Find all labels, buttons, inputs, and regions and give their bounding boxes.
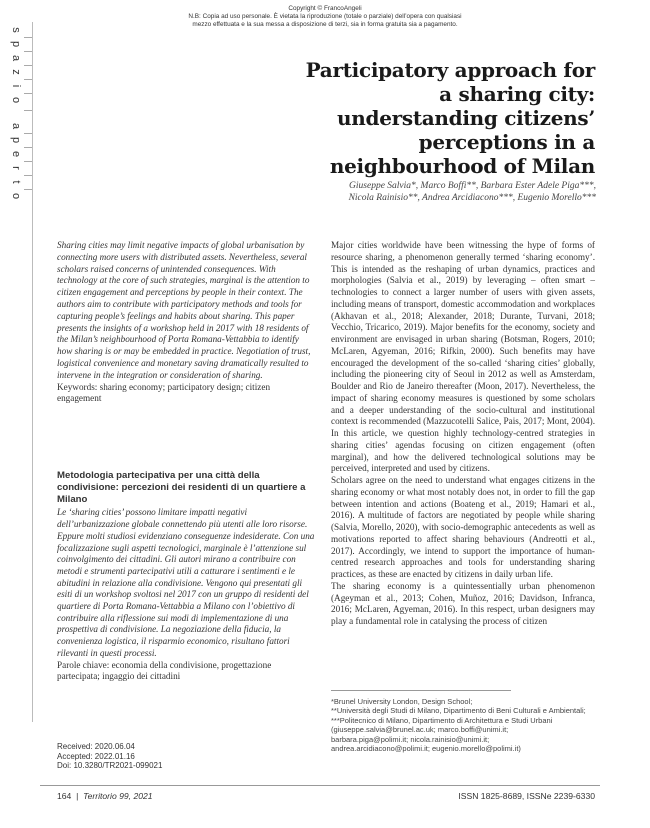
- footnote: ***Politecnico di Milano, Dipartimento di Architettura e Studi Urbani: [331, 715, 553, 725]
- side-rule: [32, 22, 33, 722]
- copyright-line-2: N.B: Copia ad uso personale. È vietata la riproduzione (totale o parziale) dell’opera con qualsiasi: [188, 13, 462, 20]
- accepted-date: Accepted: 2022.01.16: [57, 751, 135, 761]
- abstract-en-text: Sharing cities may limit negative impacts of global urbanisation by connecting more users with distributed assets. Nevertheless, several scholars raised concerns of unintended consequences. With technology at the core of such strategies, marginal is the attention to citizen engagement and perceptions by people in their context. The authors aim to contribute with participatory methods and tools for capturing people’s feelings and habits about sharing. This paper presents the insights of a workshop held in 2017 with 18 residents of the Milan’s neighbourhood of Porta Romana-Vettabbia to identify how sharing is or may be embedded in practice. Negotiation of trust, logistical convenience and monetary saving dramatically resulted to intervene in the integration or consideration of sharing.: [57, 240, 311, 380]
- footnote: barbara.piga@polimi.it; nicola.rainisio@unimi.it;: [331, 734, 490, 744]
- copyright-line-1: Copyright © FrancoAngeli: [288, 5, 362, 12]
- footnote: (giuseppe.salvia@brunel.ac.uk; marco.boffi@unimi.it;: [331, 725, 509, 735]
- side-letter: a: [10, 54, 22, 62]
- journal-name: Territorio 99, 2021: [83, 791, 153, 801]
- issn: ISSN 1825-8689, ISSNe 2239-6330: [458, 791, 595, 801]
- received-date: Received: 2020.06.04: [57, 742, 135, 751]
- footer-separator: |: [76, 791, 79, 801]
- body-text: [331, 240, 595, 628]
- body-paragraph: Major cities worldwide have been witnessing the hype of forms of resource sharing, a phenomenon generally termed ‘sharing economy’. This is intended as the reshaping of urban dynamics, practices and morphologies (Salvia et al., 2019) by leveraging – often smart – technologies to connect a larger number of users with given assets, including means of transport, domestic accommodation and workplaces (Akhavan et al., 2018; Alexander, 2018; Durante, Turvani, 2018; Vecchio, Tricarico, 2019). Major benefits for the economy, society and environment are envisaged in urban sharing (Botsman, Rogers, 2010; McLaren, Agyeman, 2016; Rifkin, 2000). Such benefits may have encouraged the development of the so-called ‘sharing cities’ globally, including the pioneering city of Seoul in 2012 as well as Amsterdam, Boulder and Rio de Janeiro thereafter (Moon, 2017). Nevertheless, the impact of sharing economy measures is questioned by some scholars and a deeper understanding of the socio-cultural and institutional context is recommended (Mazzucotelli Salice, Pais, 2017; Mont, 2004). In this article, we question highly technology-centred strategies in sharing cities’ agendas focusing on citizen engagement (often marginal), and how the delivered technological solutions may be perceived, interpreted and used by citizens.: [331, 240, 595, 474]
- side-letter: o: [10, 96, 22, 104]
- side-letter: s: [10, 27, 22, 33]
- doi: Doi: 10.3280/TR2021-099021: [57, 761, 163, 771]
- side-letter: p: [10, 136, 22, 144]
- body-paragraph: Scholars agree on the need to understand what engages citizens in the sharing economy or what most notably does not, in order to fill the gap between intention and actions (Boateng et al., 2019; Hamari et al., 2016). A multitude of factors are negotiated by people while sharing (Salvia, Morello, 2020), with socio-demographic antecedents as well as motivations reported to affect sharing behaviours (Andreotti et al., 2017). Accordingly, we intend to support the importance of human-centred research approaches and tools for understanding sharing practices, as these are enacted by citizens in daily urban life.: [331, 475, 595, 579]
- side-letter: a: [10, 122, 22, 130]
- body-paragraph: The sharing economy is a quintessentially urban phenomenon (Ageyman et al., 2013; Cohen, Muñoz, 2016; Davidson, Infranca, 2016; McLaren, Agyeman, 2016). In this respect, urban designers may play a fundamental role in catalysing the process of citizen: [331, 580, 595, 626]
- abstract-en-keywords: Keywords: sharing economy; participatory design; citizen engagement: [57, 381, 271, 404]
- side-letter: z: [10, 69, 22, 75]
- authors-line-1: Giuseppe Salvia*, Marco Boffi**, Barbara Ester Adele Piga***,: [349, 181, 596, 191]
- side-letter: o: [10, 192, 22, 200]
- footer-rule: [40, 785, 600, 786]
- abstract-italian: [57, 470, 315, 683]
- side-letter: p: [10, 40, 22, 48]
- abstract-it-keywords: Parole chiave: economia della condivisione, progettazione partecipata; ingaggio dei cittadini: [57, 659, 272, 682]
- side-letter: t: [10, 180, 22, 184]
- footnotes: [331, 697, 595, 753]
- copyright-notice: [0, 5, 650, 29]
- authors: [318, 180, 596, 204]
- copyright-line-3: mezzo effettuata e la sua messa a disposizione di terzi, sia in forma gratuita sia a pagamento.: [192, 21, 458, 28]
- side-letter: i: [10, 84, 22, 88]
- abstract-it-title: Metodologia partecipativa per una città della condivisione: percezioni dei residenti di un quartiere a Milano: [57, 470, 306, 505]
- side-letter: r: [10, 166, 22, 170]
- abstract-english: [57, 240, 315, 405]
- footer-left: [57, 791, 153, 801]
- page-number: 164: [57, 791, 72, 801]
- abstract-it-text: Le ‘sharing cities’ possono limitare impatti negativi dell’urbanizzazione globale connettendo più utenti alle loro risorse. Eppure molti studiosi evidenziano conseguenze indesiderate. Con una focalizzazione sugli aspetti tecnologici, marginale è l’attenzione sul coinvolgimento dei cittadini. Gli autori mirano a contribuire con metodi e strumenti partecipativi utili a catturare i sentimenti e le abitudini in relazione alla condivisione. Vengono qui presentati gli esiti di un workshop svoltosi nel 2017 con un gruppo di residenti del quartiere di Porta Romana-Vettabbia a Milano con l’obiettivo di contribuire alla riflessione sui modi di implementazione di una prospettiva di condivisione. La negoziazione della fiducia, la convenienza logistica, il risparmio economico, risultano fattori rilevanti in questi processi.: [57, 507, 315, 658]
- footnote: **Università degli Studi di Milano, Dipartimento di Beni Culturali e Ambientali;: [331, 706, 586, 716]
- footnote: andrea.arcidiacono@polimi.it; eugenio.morello@polimi.it): [331, 744, 521, 754]
- footnote: *Brunel University London, Design School;: [331, 697, 473, 706]
- side-letter: e: [10, 150, 22, 158]
- footnote-rule: [331, 690, 511, 691]
- received-info: [57, 742, 257, 771]
- authors-line-2: Nicola Rainisio**, Andrea Arcidiacono***, Eugenio Morello***: [348, 193, 596, 203]
- article-title: Participatory approach for a sharing city: understanding citizens’ perceptions in a neighbourhood of Milan: [305, 58, 595, 178]
